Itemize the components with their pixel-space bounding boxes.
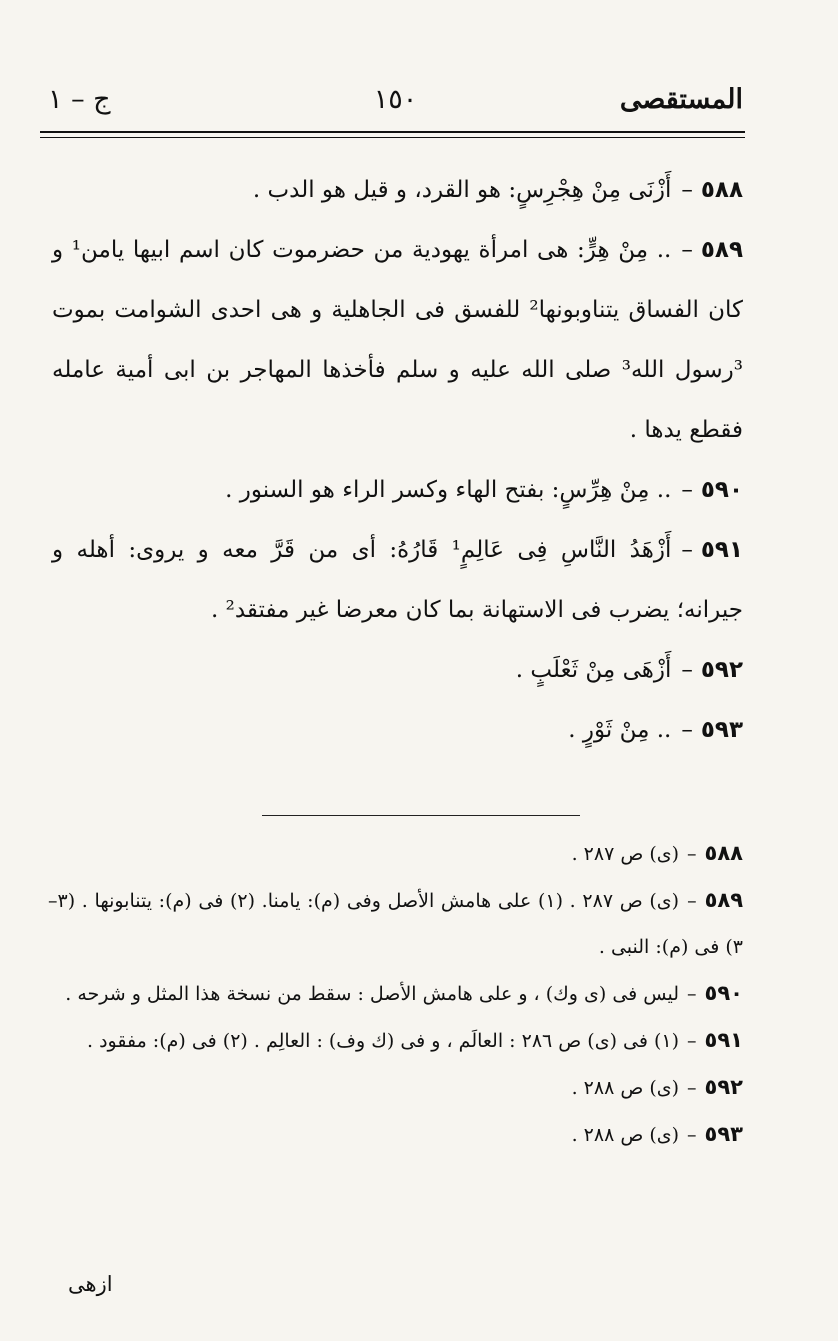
footnote-text: (ى) ص ٢٨٨ . [571,1124,680,1146]
footnote-number: ٥٩٣ [704,1122,743,1146]
footnote-number: ٥٨٩ [704,888,744,912]
footnote-separator [262,815,580,816]
header-rule-thick [40,131,745,133]
footnote-entry: ٥٩١–(١) فى (ى) ص ٢٨٦ : العالَم ، و فى (ك وف) : العالِم . (٢) فى (م): مفقود . [87,1028,743,1052]
entry-text: أَزْنَى مِنْ هِجْرِسٍ: هو القرد، و قيل هو الدب . [252,177,672,203]
footnote-number: ٥٩٠ [704,981,743,1005]
footnotes [48,830,743,1158]
footnote-number: ٥٩١ [704,1028,743,1052]
proverb-entry: ٥٩٠–.. مِنْ هِرِّسٍ: بفتح الهاء وكسر الراء هو السنور . [225,477,743,503]
entry-number: ٥٩٢ [700,657,743,683]
footnote-text: (ى) ص ٢٨٧ . [571,843,680,865]
footnote-number: ٥٩٢ [704,1075,743,1099]
entry-number: ٥٩٣ [700,717,743,743]
entry-text: .. مِنْ هِرٍّ: هى امرأة يهودية من حضرموت كان اسم ابيها يامن¹ و كان الفساق يتناوبونها² للفسق فى الجاهلية و هى احدى الشوامت بموت ³رسول الله³ صلى الله عليه و سلم فأخذها المهاجر بن ابى أمية عامله فقطع يدها . [52,237,743,443]
entry-number: ٥٩١ [700,537,743,563]
proverb-entry: ٥٩٣–.. مِنْ ثَوْرٍ . [568,717,743,743]
proverb-entry: ٥٩٢–أَزْهَى مِنْ ثَعْلَبٍ . [515,657,743,683]
page-header [48,78,743,126]
proverb-entry: ٥٩١–أَزْهَدُ النَّاسِ فِى عَالِمٍ¹ قَارُهُ: أى من قَرَّ معه و يروى: أهله و جيرانه؛ يضرب فى الاستهانة بما كان معرضا غير مفتقد² . [52,537,743,623]
main-text [52,160,743,760]
footnote-entry: ٥٩٢–(ى) ص ٢٨٨ . [571,1075,743,1099]
catchword: ازهى [68,1272,113,1296]
entry-text: .. مِنْ هِرِّسٍ: بفتح الهاء وكسر الراء هو السنور . [225,477,672,503]
footnote-text: (ى) ص ٢٨٧ . (١) على هامش الأصل وفى (م): يامنا. (٢) فى (م): يتنابونها . (٣–٣) فى (م): النبى . [48,890,743,958]
footnote-entry: ٥٩٠–ليس فى (ى وك) ، و على هامش الأصل : سقط من نسخة هذا المثل و شرحه . [65,981,743,1005]
page-number: ١٥٠ [373,84,418,115]
footnote-text: (١) فى (ى) ص ٢٨٦ : العالَم ، و فى (ك وف) : العالِم . (٢) فى (م): مفقود . [87,1030,680,1052]
footnote-entry: ٥٩٣–(ى) ص ٢٨٨ . [571,1122,743,1146]
book-title: المستقصى [619,84,743,115]
volume-label: ج – ١ [48,84,111,115]
proverb-entry: ٥٨٨–أَزْنَى مِنْ هِجْرِسٍ: هو القرد، و قيل هو الدب . [252,177,743,203]
footnote-text: (ى) ص ٢٨٨ . [571,1077,680,1099]
footnote-entry: ٥٨٩–(ى) ص ٢٨٧ . (١) على هامش الأصل وفى (م): يامنا. (٢) فى (م): يتنابونها . (٣–٣) فى (م): النبى . [48,888,744,958]
entry-text: أَزْهَدُ النَّاسِ فِى عَالِمٍ¹ قَارُهُ: أى من قَرَّ معه و يروى: أهله و جيرانه؛ يضرب فى الاستهانة بما كان معرضا غير مفتقد² . [52,537,743,623]
footnote-text: ليس فى (ى وك) ، و على هامش الأصل : سقط من نسخة هذا المثل و شرحه . [65,983,680,1005]
entry-text: .. مِنْ ثَوْرٍ . [568,717,672,743]
proverb-entry: ٥٨٩–.. مِنْ هِرٍّ: هى امرأة يهودية من حضرموت كان اسم ابيها يامن¹ و كان الفساق يتناوبونها² للفسق فى الجاهلية و هى احدى الشوامت بموت ³رسول الله³ صلى الله عليه و سلم فأخذها المهاجر بن ابى أمية عامله فقطع يدها . [52,237,743,443]
entry-number: ٥٨٨ [700,177,743,203]
footnote-number: ٥٨٨ [704,841,743,865]
header-rule-thin [40,137,745,138]
footnote-entry: ٥٨٨–(ى) ص ٢٨٧ . [571,841,743,865]
entry-number: ٥٨٩ [700,237,743,263]
entry-number: ٥٩٠ [700,477,743,503]
entry-text: أَزْهَى مِنْ ثَعْلَبٍ . [515,657,672,683]
